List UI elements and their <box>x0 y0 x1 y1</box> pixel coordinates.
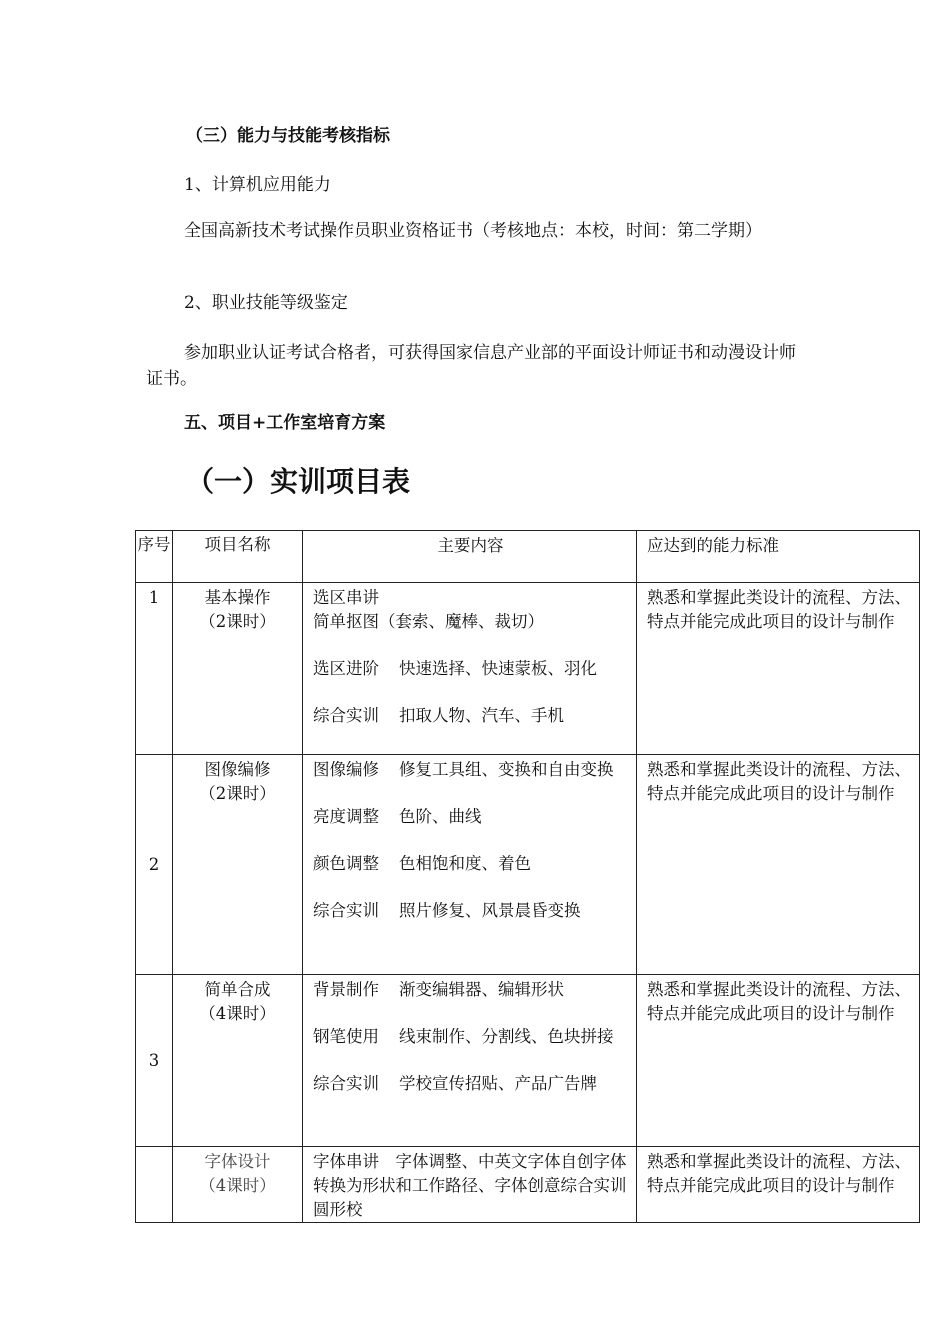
content-topic: 选区进阶 <box>313 659 379 678</box>
content-topic: 综合实训 <box>313 901 379 920</box>
row-name-cell <box>173 1147 303 1223</box>
row-standard: 熟悉和掌握此类设计的流程、方法、特点并能完成此项目的设计与制作 <box>637 975 920 1147</box>
content-item <box>313 758 628 782</box>
section-heading: 五、项目+工作室培育方案 <box>184 413 386 433</box>
header-standard: 应达到的能力标准 <box>637 531 920 583</box>
table-row <box>136 583 920 755</box>
table-header-row <box>136 531 920 583</box>
table-row <box>136 975 920 1147</box>
project-name: 图像编修 <box>204 760 271 779</box>
row-content-cell <box>303 975 637 1147</box>
project-hours: （2课时） <box>199 784 276 803</box>
content-detail: 照片修复、风景晨昏变换 <box>399 901 581 920</box>
subsection-heading: （三）能力与技能考核指标 <box>186 126 390 146</box>
project-name: 基本操作 <box>204 588 271 607</box>
content-item <box>313 657 628 681</box>
content-topic: 亮度调整 <box>313 807 379 826</box>
content-item <box>313 805 628 829</box>
content-item <box>313 852 628 876</box>
row-no: 3 <box>136 975 173 1147</box>
row-name-cell <box>173 583 303 755</box>
item-heading-computer-skills: 1、计算机应用能力 <box>184 175 331 195</box>
row-name-cell <box>173 755 303 975</box>
project-name: 简单合成 <box>204 980 271 999</box>
project-name: 字体设计 <box>204 1152 271 1171</box>
paragraph-certification-exam: 参加职业认证考试合格者，可获得国家信息产业部的平面设计师证书和动漫设计师证书。 <box>146 343 796 389</box>
content-item <box>313 978 628 1002</box>
content-item <box>313 586 628 634</box>
table-row <box>136 755 920 975</box>
content-topic: 钢笔使用 <box>313 1027 379 1046</box>
content-detail: 简单抠图（套索、魔棒、裁切） <box>313 612 544 631</box>
content-detail: 线束制作、分割线、色块拼接 <box>399 1027 614 1046</box>
content-item <box>313 1072 628 1096</box>
table-title: （一）实训项目表 <box>186 465 411 498</box>
project-hours: （4课时） <box>199 1176 276 1195</box>
row-no <box>136 1147 173 1223</box>
row-content-cell <box>303 583 637 755</box>
table-row <box>136 1147 920 1223</box>
row-name-cell <box>173 975 303 1147</box>
content-detail: 扣取人物、汽车、手机 <box>399 706 564 725</box>
project-hours: （4课时） <box>199 1004 276 1023</box>
content-detail: 修复工具组、变换和自由变换 <box>399 760 614 779</box>
content-topic: 综合实训 <box>313 706 379 725</box>
row-no: 1 <box>136 583 173 755</box>
content-item <box>313 1025 628 1049</box>
content-item <box>313 899 628 923</box>
row-content: 字体串讲 字体调整、中英文字体自创字体 转换为形状和工作路径、字体创意综合实训 圆形校 <box>303 1147 637 1223</box>
header-name: 项目名称 <box>173 531 303 583</box>
content-topic: 颜色调整 <box>313 854 379 873</box>
header-content: 主要内容 <box>303 531 637 583</box>
row-standard: 熟悉和掌握此类设计的流程、方法、特点并能完成此项目的设计与制作 <box>637 755 920 975</box>
row-standard: 熟悉和掌握此类设计的流程、方法、特点并能完成此项目的设计与制作 <box>637 583 920 755</box>
paragraph-certificate: 全国高新技术考试操作员职业资格证书（考核地点：本校，时间：第二学期） <box>184 221 762 241</box>
content-detail: 学校宣传招贴、产品广告牌 <box>399 1074 597 1093</box>
content-topic: 选区串讲 <box>313 588 379 607</box>
content-detail: 色相饱和度、着色 <box>399 854 531 873</box>
training-project-table <box>135 530 920 1223</box>
content-topic: 背景制作 <box>313 980 379 999</box>
row-no: 2 <box>136 755 173 975</box>
row-content-cell <box>303 755 637 975</box>
row-standard: 熟悉和掌握此类设计的流程、方法、特点并能完成此项目的设计与制作 <box>637 1147 920 1223</box>
header-no: 序号 <box>136 531 173 583</box>
content-detail: 渐变编辑器、编辑形状 <box>399 980 564 999</box>
project-hours: （2课时） <box>199 612 276 631</box>
content-topic: 综合实训 <box>313 1074 379 1093</box>
content-detail: 快速选择、快速蒙板、羽化 <box>399 659 597 678</box>
item-heading-skill-assessment: 2、职业技能等级鉴定 <box>184 293 348 313</box>
content-topic: 图像编修 <box>313 760 379 779</box>
content-item <box>313 704 628 728</box>
content-detail: 色阶、曲线 <box>399 807 482 826</box>
